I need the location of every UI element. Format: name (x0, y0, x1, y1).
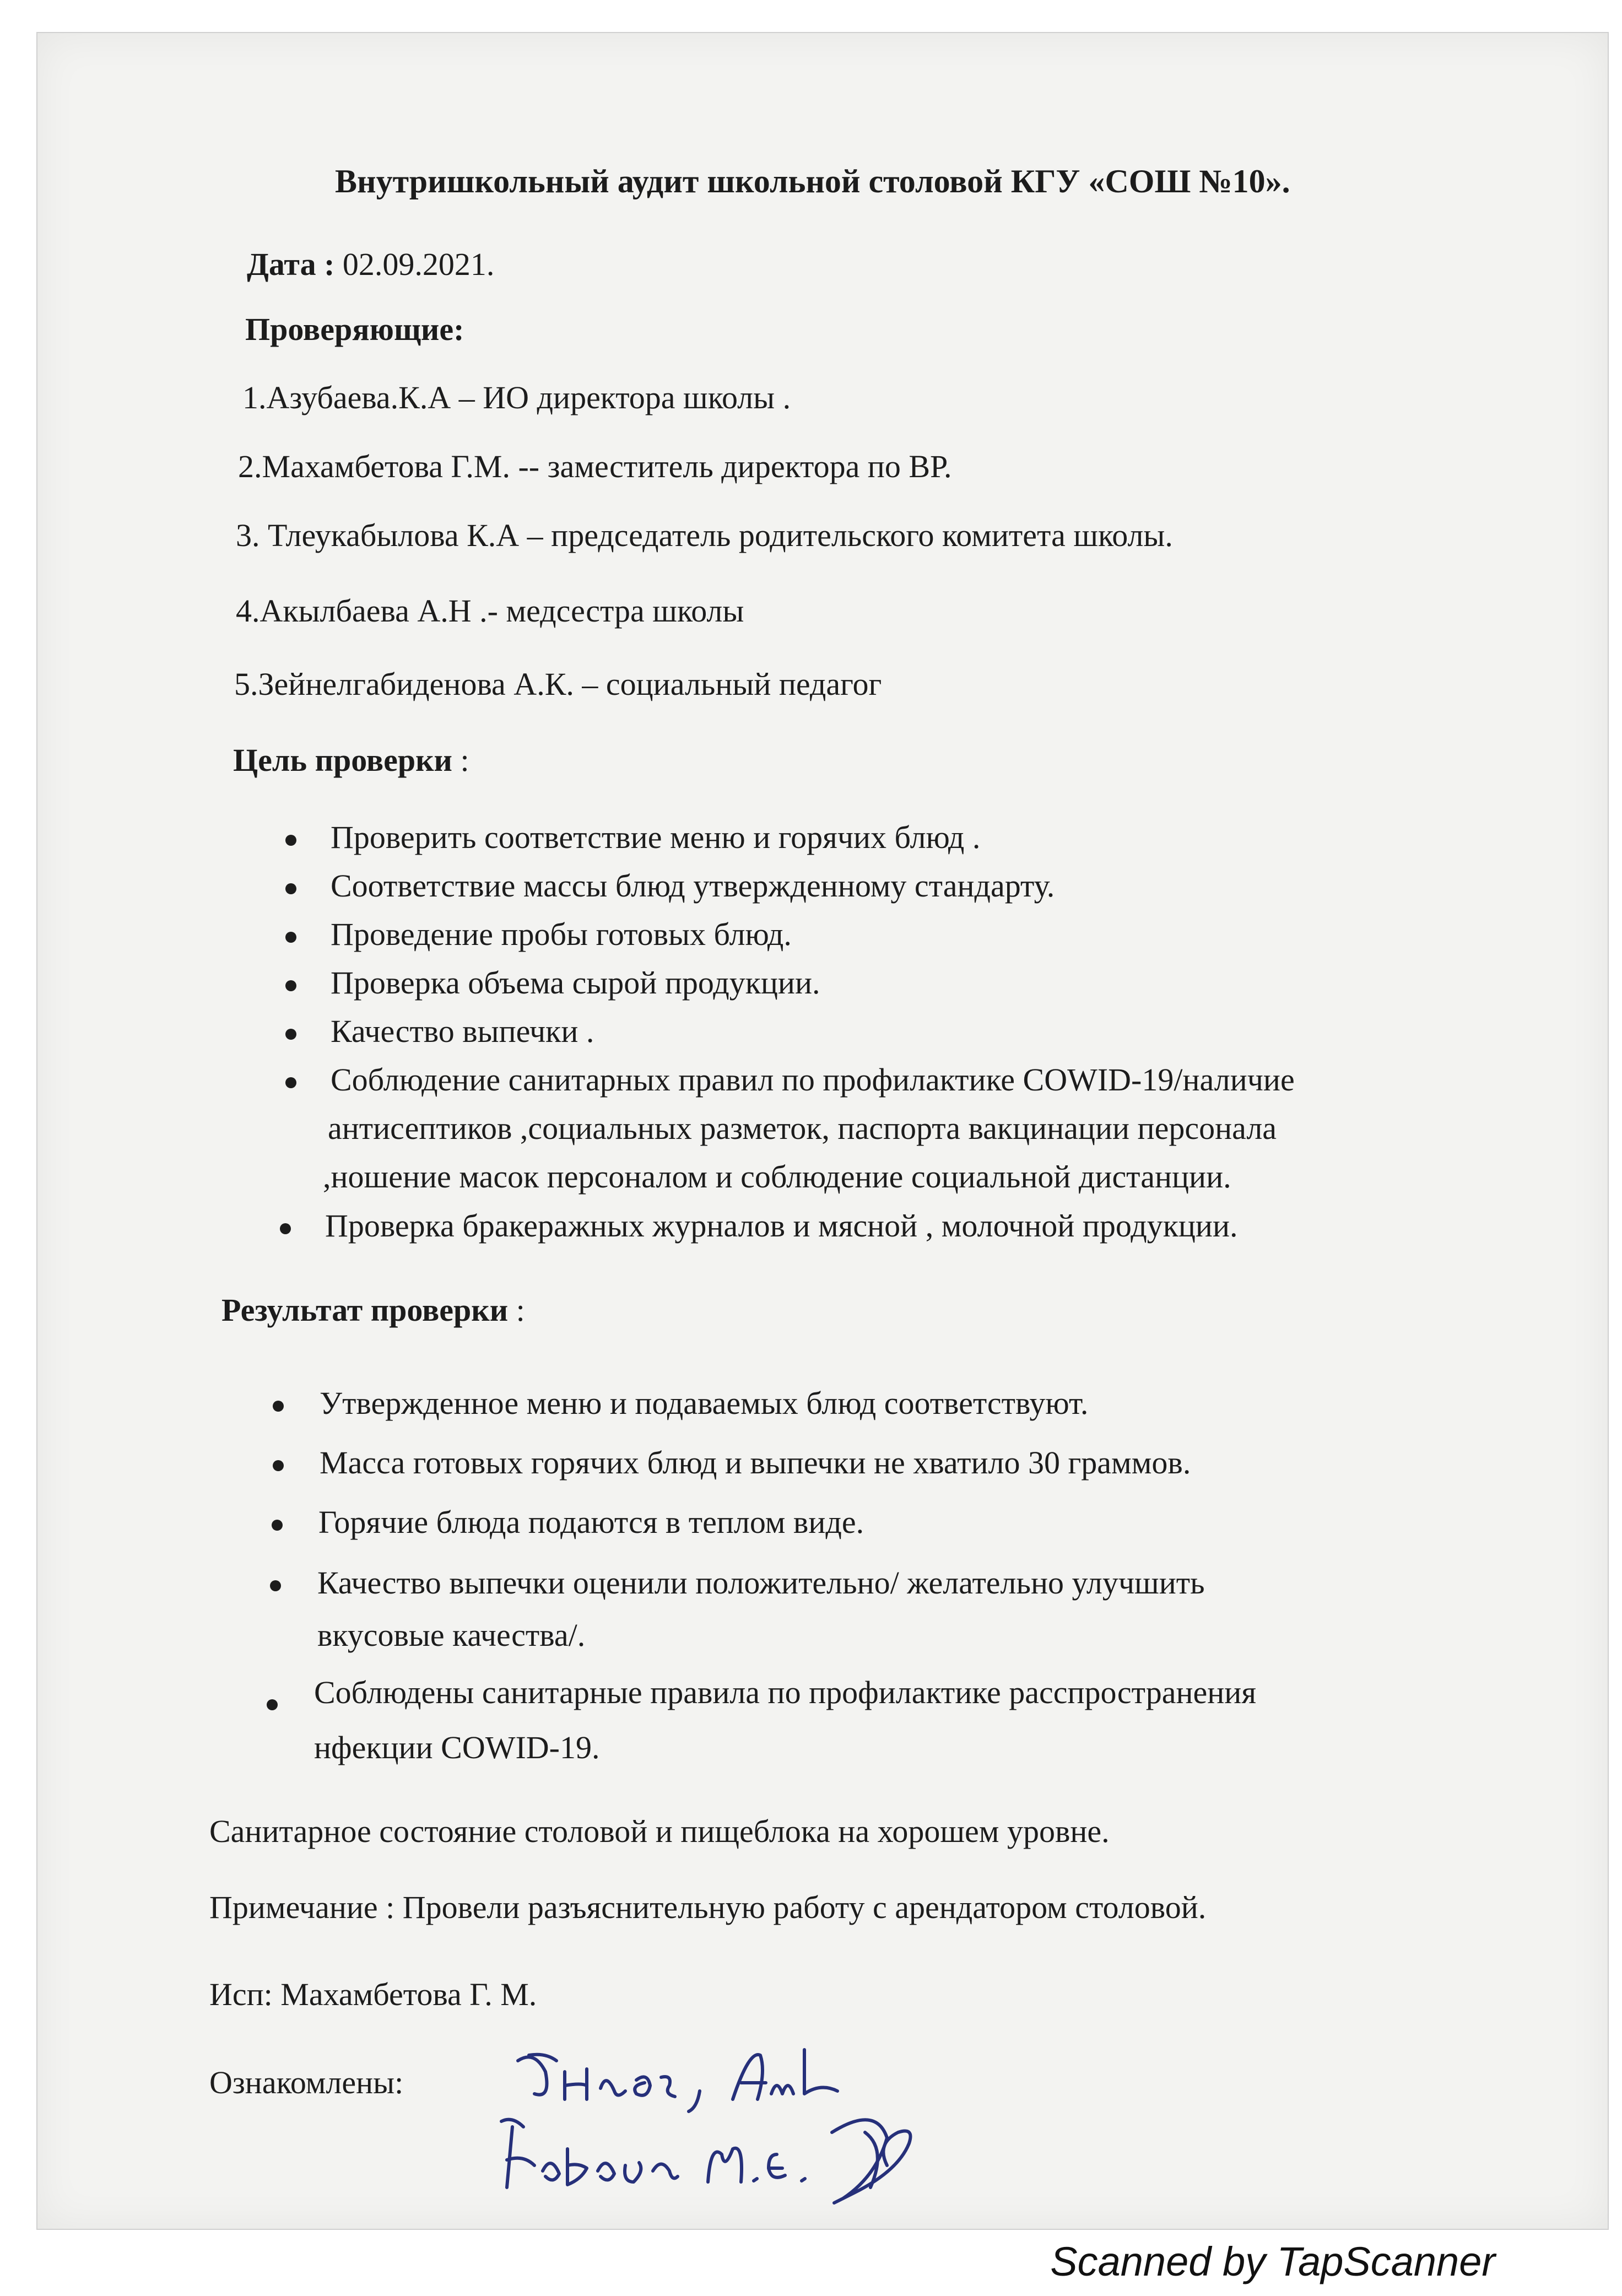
date-label: Дата : (247, 246, 335, 282)
goal-heading-text: Цель проверки (233, 742, 452, 778)
inspector-item: 5.Зейнелгабиденова А.К. – социальный педагог (234, 666, 882, 702)
inspector-item: 1.Азубаева.К.А – ИО директора школы . (242, 380, 791, 415)
goal-text: Проверка бракеражных журналов и мясной , молочной продукции. (325, 1208, 1238, 1244)
bullet-icon (285, 980, 296, 991)
document-title: Внутришкольный аудит школьной столовой КГУ «СОШ №10». (335, 163, 1290, 199)
inspector-item: 3. Тлеукабылова К.А – председатель родительского комитета школы. (236, 517, 1173, 553)
goal-text: Соблюдение санитарных правил по профилактике COWID-19/наличие (331, 1062, 1295, 1098)
handwritten-signature-1 (512, 2039, 909, 2116)
result-heading-text: Результат проверки (221, 1292, 509, 1328)
goal-text: Проверка объема сырой продукции. (331, 965, 820, 1001)
goal-heading-colon: : (452, 742, 469, 778)
result-text: Соблюдены санитарные правила по профилактике расспространения (314, 1674, 1257, 1710)
goal-text-continuation: антисептиков ,социальных разметок, паспорта вакцинации персонала (328, 1110, 1277, 1146)
result-text-continuation: вкусовые качества/. (317, 1617, 586, 1653)
bullet-icon (285, 1077, 296, 1088)
executor: Исп: Махамбетова Г. М. (209, 1976, 537, 2012)
bullet-icon (285, 835, 296, 846)
goal-text: Качество выпечки . (331, 1013, 594, 1049)
scanner-watermark: Scanned by TapScanner (1050, 2239, 1495, 2284)
result-text: Горячие блюда подаются в теплом виде. (318, 1504, 864, 1540)
bullet-icon (270, 1580, 281, 1591)
result-heading (221, 1293, 525, 1328)
acquainted-label: Ознакомлены: (209, 2065, 404, 2100)
result-heading-colon: : (508, 1292, 525, 1328)
bullet-icon (273, 1460, 284, 1471)
note: Примечание : Провели разъяснительную работу с арендатором столовой. (209, 1889, 1207, 1925)
goal-text: Проведение пробы готовых блюд. (331, 916, 792, 952)
bullet-icon (280, 1223, 291, 1234)
inspectors-heading: Проверяющие: (245, 311, 464, 347)
result-text-continuation: нфекции COWID-19. (314, 1730, 600, 1765)
inspector-item: 2.Махамбетова Г.М. -- заместитель директора по ВР. (238, 449, 952, 484)
result-text: Качество выпечки оценили положительно/ желательно улучшить (317, 1565, 1205, 1601)
goal-text-continuation: ,ношение масок персоналом и соблюдение социальной дистанции. (323, 1159, 1231, 1195)
handwritten-signature-2 (490, 2110, 1052, 2221)
bullet-icon (273, 1401, 284, 1412)
bullet-icon (272, 1520, 283, 1531)
sanitary-statement: Санитарное состояние столовой и пищеблока на хорошем уровне. (209, 1813, 1110, 1849)
result-text: Масса готовых горячих блюд и выпечки не хватило 30 граммов. (320, 1445, 1191, 1481)
goal-text: Соответствие массы блюд утвержденному стандарту. (331, 868, 1055, 904)
result-text: Утвержденное меню и подаваемых блюд соответствуют. (320, 1385, 1089, 1421)
bullet-icon (285, 932, 296, 943)
bullet-icon (285, 1029, 296, 1040)
date-line (247, 247, 494, 282)
goal-heading (233, 743, 469, 778)
goal-text: Проверить соответствие меню и горячих блюд . (331, 819, 981, 855)
bullet-icon (267, 1699, 278, 1710)
bullet-icon (285, 883, 296, 894)
date-value: 02.09.2021. (342, 246, 495, 282)
inspector-item: 4.Акылбаева А.Н .- медсестра школы (236, 593, 744, 629)
